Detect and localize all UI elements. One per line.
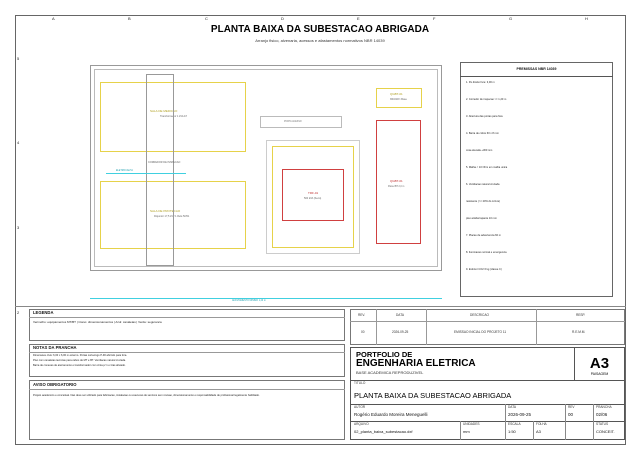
premissa-item: 7. Placas de advertencia 60 m (466, 234, 501, 237)
revision-header: DATA (396, 313, 405, 317)
tb-rule (350, 380, 625, 381)
sheet-size: A3 (589, 355, 610, 372)
revision-header: RESP. (576, 313, 586, 317)
qgbt-label: QGBT-01 (390, 179, 403, 183)
grid-col-b: B (128, 16, 131, 21)
drawing-title: PLANTA BAIXA DA SUBESTACAO ABRIGADA (210, 24, 430, 35)
notes-title: NOTAS DA PRANCHA (33, 345, 77, 350)
premissa-item: 4. Barra de cobre 60 x 8 mm (466, 132, 499, 135)
drawing-subtitle: Arranjo fisico, alvenaria, acessos e afastamentos normativos NBR 14039 (255, 38, 385, 43)
room-protecao-sub: Disjuntor 17,5 kV / 1 Relé 50/51 (154, 215, 190, 218)
tb-col-rule (460, 421, 461, 440)
grid-col-f: F (433, 16, 436, 21)
tb-col-rule (565, 404, 566, 440)
notes-rule (29, 352, 345, 353)
legend-rule (29, 317, 345, 318)
dimension-line (90, 298, 442, 299)
grid-col-h: H (585, 16, 588, 21)
tb-col-rule (505, 404, 506, 440)
trafo-sub: 500 kVA (Seco) (304, 197, 322, 200)
notes-line: Piso com canaletas tecnicas para cabos de MT e BT. Ventilacao natural cruzada. (33, 359, 126, 362)
revision-cell: R.E.M.M. (572, 330, 586, 334)
firm-line2: ENGENHARIA ELETRICA (356, 358, 476, 369)
revision-col-rule (536, 309, 537, 345)
legend-title: LEGENDA (33, 310, 54, 315)
revision-cell: 2026-09-25 (392, 330, 409, 334)
premissas-title: PREMISSAS NBR 14039 (516, 67, 557, 71)
dimension-label: AFASTAMENTO MINIMO 1,20 m (232, 300, 266, 302)
qgbt-sub: Painel BT 2,0 m (388, 186, 405, 188)
warning-title: AVISO OBRIGATORIO (33, 382, 77, 387)
rev-label: REV (568, 405, 575, 409)
premissa-item: resistente (>= 20% do A.livre) (466, 200, 501, 203)
bottom-divider (15, 306, 626, 307)
date-value: 2026-09-25 (508, 412, 532, 417)
sheet-value: 02/06 (596, 412, 608, 417)
premissa-item: 9. Extintor CO2 6 kg (classe C) (466, 268, 502, 271)
door-label: PORTA ACESSO (284, 121, 302, 123)
premissa-item: 1. Pe direito livre: 3,00 m (466, 81, 495, 84)
grid-col-c: C (205, 16, 208, 21)
room-qgbt-top-label: QGBT-01 (390, 92, 403, 96)
revision-cell: EMISSAO INICIAL DO PROJETO 11 (454, 330, 507, 334)
revision-col-rule (376, 309, 377, 345)
premissa-item: 6. Ventilacao natural cruzada (466, 183, 500, 186)
notes-line: Dimensoes civis: 6,00 x 6,00 m externo. Portas corta-fogo P-90 abrindo para fora. (33, 354, 127, 357)
grid-row-5: 5 (17, 56, 20, 61)
premissa-item: 2. Corredor de inspecao >= 1,20 m (466, 98, 507, 101)
trafo-label: TRF-01 (308, 191, 319, 195)
revision-cell: 00 (361, 330, 365, 334)
cable-tray (106, 173, 186, 174)
date-label: DATA (508, 405, 517, 409)
grid-col-e: E (357, 16, 360, 21)
vertical-strip (146, 74, 174, 266)
room-medicao-sub: Transformador 1 kVA AT (160, 115, 187, 118)
trafo-box (282, 169, 344, 221)
grid-row-2: 2 (17, 310, 20, 315)
scale-label: ESCALA (508, 422, 521, 426)
cable-tray-label: ELETROCALHA (116, 170, 133, 172)
title-label: TITULO (354, 381, 366, 385)
firm-line1: PORTFOLIO DE (356, 350, 413, 359)
author-value: Rogério Eduardo Moreira Meneguelli (354, 412, 428, 417)
revision-header-rule (350, 321, 625, 322)
grid-col-g: G (509, 16, 513, 21)
grid-col-d: D (281, 16, 284, 21)
page-value: A3 (536, 429, 541, 434)
notes-line: Barra de conexao de aterramento e transformador com cinta p/ 1 e tiras aliviado. (33, 364, 126, 367)
room-protecao-label: SALA DE PROTECAO (150, 209, 181, 213)
tb-rule (350, 404, 625, 405)
author-label: AUTOR (354, 405, 366, 409)
premissa-item: 5. Malha < 10 Ohm em malha unica (466, 166, 508, 169)
revision-col-rule (426, 309, 427, 345)
tb-col-rule (533, 421, 534, 440)
grid-col-a: A (52, 16, 55, 21)
warning-text: Projeto academico e conceitual. Nao deve ser utilizado para fabricacao, instalacao ou execucao de servicos sem revisao, dimensionamento e responsabilidade de profissional legalmente habilitado. (33, 394, 260, 397)
grid-row-3: 3 (17, 225, 20, 230)
units-value: mm (463, 429, 470, 434)
room-medicao-label: SALA DE MEDICAO (150, 109, 178, 113)
room-qgbt-top-sub: 380/220V 3Fase (390, 99, 407, 101)
sheet-size-sub: PAISAGEM (590, 372, 609, 376)
premissas-divider (460, 76, 613, 77)
page-label: FOLHA (536, 422, 547, 426)
firm-line3: BASE ACADEMICA REPRODUZIVEL (356, 370, 424, 375)
corridor-label: CORREDOR DE INSPECAO (148, 161, 181, 164)
file-value: 02_planta_baixa_subestacao.dxf (354, 429, 413, 434)
legend-text: Vermelho: equipamentos MT/BT | Ciano: dimensionamentos | Azul: canaletas | Verde: seguranca (33, 320, 162, 324)
units-label: UNIDADES (463, 422, 480, 426)
premissa-item: cota elevada +300 mm (466, 149, 493, 152)
premissa-item: piso antiderrapante 10 mm (466, 217, 497, 220)
warning-rule (29, 389, 345, 390)
tb-rule (350, 421, 625, 422)
sheet-label: PRANCHA (596, 405, 612, 409)
status-value: CONCEIT. (596, 429, 615, 434)
tb-col-rule (593, 404, 594, 440)
sheet-title: PLANTA BAIXA DA SUBESTACAO ABRIGADA (354, 391, 512, 400)
rev-value: 00 (568, 412, 574, 417)
revision-header: REV. (358, 313, 366, 317)
status-label: STATUS (596, 422, 609, 426)
floor-plan (70, 60, 450, 300)
premissa-item: 8. Iluminacao normal e emergencia (466, 251, 507, 254)
grid-row-4: 4 (17, 140, 20, 145)
scale-value: 1:50 (508, 429, 516, 434)
premissa-item: 3. Abertura das portas para fora (466, 115, 503, 118)
room-qgbt-top (376, 88, 422, 108)
revision-header: DESCRICAO (470, 313, 489, 317)
file-label: ARQUIVO (354, 422, 369, 426)
legend-box (29, 309, 345, 341)
